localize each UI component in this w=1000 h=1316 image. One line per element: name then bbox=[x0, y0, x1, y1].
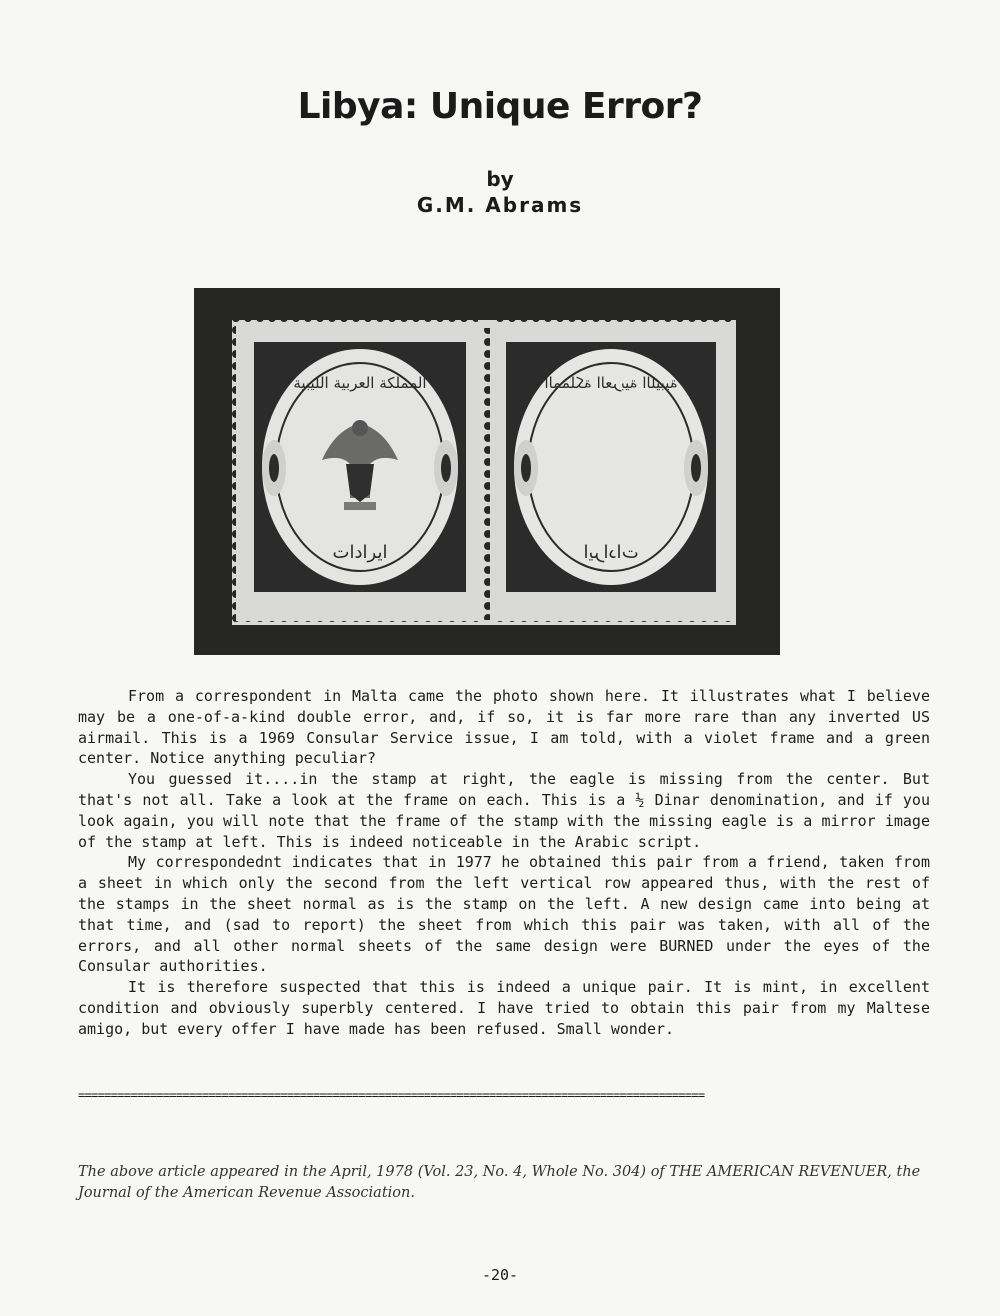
right-stamp-arabic-top: المملكة العربية الليبية bbox=[544, 374, 678, 392]
left-stamp-arabic-top: المملكة العربية الليبية bbox=[293, 374, 427, 392]
body-paragraph: You guessed it....in the stamp at right, the eagle is missing from the center. But that's not all. Take a look at the frame on each. This is a ½ Dinar denomination, and if you look again, you will note that the frame of the stamp with the missing eagle is a mirror image of the stamp at left. This is indeed noticeable in the Arabic script. bbox=[78, 770, 930, 851]
left-stamp-arabic-bottom: ايرادات bbox=[332, 542, 388, 563]
right-stamp-arabic-bottom: ايرادات bbox=[583, 542, 639, 563]
byline bbox=[0, 166, 1000, 218]
author-name: G.M. Abrams bbox=[416, 193, 584, 217]
separator-line: ================================================================================================ bbox=[78, 1088, 705, 1102]
body-paragraph: It is therefore suspected that this is indeed a unique pair. It is mint, in excellent condition and obviously superbly centered. I have tried to obtain this pair from my Maltese amigo, but every offer I have made has been refused. Small wonder. bbox=[78, 978, 930, 1038]
middle-perforation bbox=[478, 320, 492, 625]
article-title: Libya: Unique Error? bbox=[297, 86, 703, 127]
byline-by: by bbox=[486, 167, 514, 191]
left-stamp bbox=[254, 342, 466, 592]
source-footnote: The above article appeared in the April, 1978 (Vol. 23, No. 4, Whole No. 304) of THE AMERICAN REVENUER, the Journal of the American Revenue Association. bbox=[78, 1164, 921, 1201]
body-paragraph: My correspondednt indicates that in 1977 he obtained this pair from a friend, taken from a sheet in which only the second from the left vertical row appeared thus, with the rest of the stamps in the sheet normal as is the stamp on the left. A new design came into being at that time, and (sad to report) the sheet from which this pair was taken, with all of the errors, and all other normal sheets of the same design were BURNED under the eyes of the Consular authorities. bbox=[78, 853, 930, 976]
stamp-pair-photo bbox=[194, 288, 780, 655]
right-stamp bbox=[506, 342, 716, 592]
body-paragraph: From a correspondent in Malta came the photo shown here. It illustrates what I believe may be a one-of-a-kind double error, and, if so, it is far more rare than any inverted US airmail. This is a 1969 Consular Service issue, I am told, with a violet frame and a green center. Notice anything peculiar? bbox=[78, 687, 930, 768]
article-body bbox=[78, 686, 930, 1040]
page-number: -20- bbox=[481, 1266, 519, 1284]
stamp-pair-illustration bbox=[194, 288, 780, 655]
